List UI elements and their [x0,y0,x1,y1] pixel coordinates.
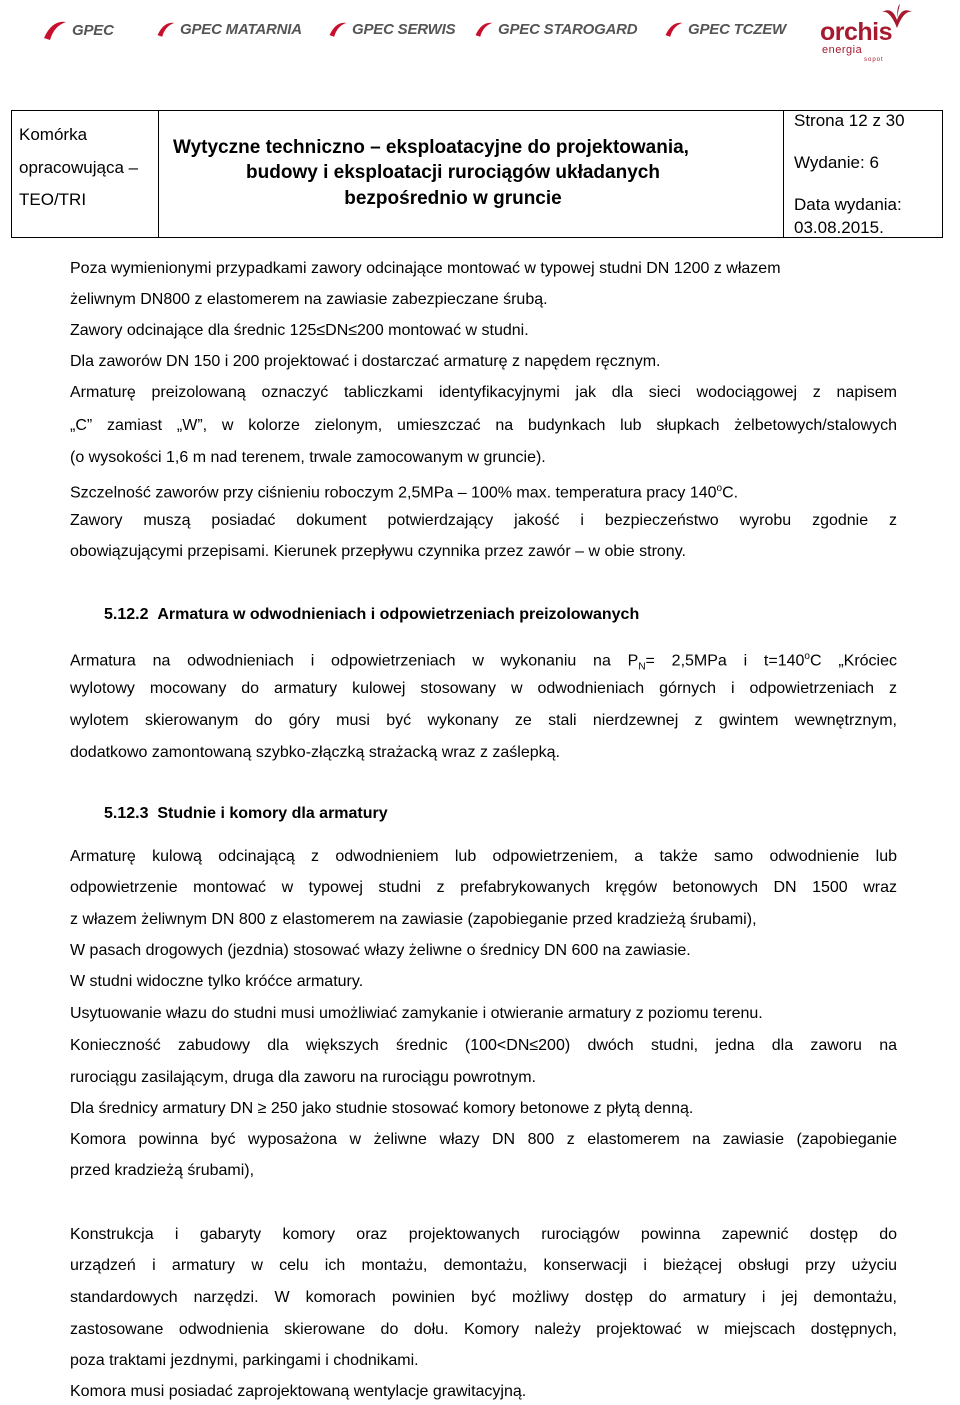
section-title: Studnie i komory dla armatury [157,805,388,822]
text-line: Konieczność zabudowy dla większych średnic (100<DN≤200) dwóch studni, jedna dla zaworu na [70,1037,897,1054]
text-line: (o wysokości 1,6 m nad terenem, trwale zamocowanym w gruncie). [70,449,546,466]
logo-label: GPEC STAROGARD [498,20,638,38]
text-segment: Szczelność zaworów przy ciśnieniu roboczym 2,5MPa – 100% max. temperatura pracy 140 [70,484,717,502]
text-line: wylotowy mocowany do armatury kulowej stosowany w odwodnieniach górnych i odpowietrzeniach z [70,680,897,697]
orchis-city: sopot [864,57,884,63]
text-line: urządzeń i armatury w celu ich montażu, demontażu, konserwacji i bieżącej obsługi przy użyciu [70,1257,897,1274]
edition: Wydanie: 6 [794,153,879,172]
text-line: Armaturę preizolowaną oznaczyć tabliczkami identyfikacyjnymi jak dla sieci wodociągowej z napisem [70,384,897,401]
document-header [11,110,943,238]
text-line: Armaturę kulową odcinającą z odwodnieniem lub odpowietrzeniem, a także samo odwodnienie lub [70,848,897,865]
text-line: z włazem żeliwnym DN 800 z elastomerem na zawiasie (zapobieganie przed kradzieżą śrubami), [70,911,757,928]
text-line: wylotem skierowanym do góry musi być wykonany ze stali nierdzewnej z gwintem wewnętrznym, [70,712,897,729]
gpec-logo [42,18,114,42]
text-segment: = 2,5MPa i t=140 [645,652,805,670]
section-number: 5.12.3 [104,805,149,822]
section-title: Armatura w odwodnieniach i odpowietrzeniach preizolowanych [157,606,640,623]
text-line: Konstrukcja i gabaryty komory oraz projektowanych rurociągów powinna zapewnić dostęp do [70,1226,897,1243]
text-line: dodatkowo zamontowaną szybko-złączką strażacką wraz z zaślepką. [70,744,560,761]
unit-line: Komórka [19,125,88,144]
text-line: Zawory odcinające dla średnic 125≤DN≤200 montować w studni. [70,322,529,339]
text-line: Komora musi posiadać zaprojektowaną wentylacje grawitacyjną. [70,1383,527,1400]
text-line: „C” zamiast „W”, w kolorze zielonym, umieszczać na budynkach lub słupkach żelbetowych/stalowych [70,417,897,434]
text-segment: C „Króciec [809,652,898,670]
text-line: W studni widoczne tylko króćce armatury. [70,973,364,990]
unit-line: opracowująca – [19,158,139,177]
orchis-sub: energia [822,44,863,56]
text-line: obowiązującymi przepisami. Kierunek przepływu czynnika przez zawór – w obie strony. [70,543,686,560]
degree-symbol: o [804,651,810,662]
gpec-starogard-logo [474,18,637,40]
logo-label: GPEC MATARNIA [180,20,302,38]
document-title-line: Wytyczne techniczno – eksploatacyjne do projektowania, [173,137,689,158]
logo-strip [0,0,960,66]
text-line: Komora powinna być wyposażona w żeliwne włazy DN 800 z elastomerem na zawiasie (zapobieganie [70,1131,897,1148]
gpec-tczew-logo [664,18,786,40]
text-line: Dla średnicy armatury DN ≥ 250 jako studnie stosować komory betonowe z płytą denną. [70,1100,694,1117]
text-line: standardowych narzędzi. W komorach powinien być możliwy dostęp do armatury i jej demontażu, [70,1289,897,1306]
text-line: Usytuowanie włazu do studni musi umożliwiać zamykanie i otwieranie armatury z poziomu terenu. [70,1005,763,1022]
logo-label: GPEC SERWIS [352,20,456,38]
section-heading-5-12-3 [104,804,388,824]
header-unit-cell [12,111,159,237]
date-label: Data wydania: [794,195,902,214]
header-meta-cell [784,111,942,237]
gpec-matarnia-logo [156,18,302,40]
text-line: przed kradzieżą śrubami), [70,1162,255,1179]
degree-symbol: o [716,483,723,494]
section-heading-5-12-2 [104,605,639,625]
page-number: Strona 12 z 30 [794,111,905,130]
text-segment: Armatura na odwodnieniach i odpowietrzeniach w wykonaniu na P [70,652,639,670]
orchis-name: orchis [820,18,893,46]
logo-label: GPEC [72,21,114,39]
text-line: W pasach drogowych (jezdnia) stosować włazy żeliwne o średnicy DN 600 na zawiasie. [70,942,691,959]
gpec-serwis-logo [328,18,455,40]
text-line [70,479,738,503]
text-line: rurociągu zasilającym, druga dla zaworu na rurociągu powrotnym. [70,1069,536,1086]
header-title-cell [159,111,784,237]
gpec-flame-icon [156,18,176,40]
text-line: zastosowane odwodnienia skierowane do dołu. Komory należy projektować w miejscach dostępnych, [70,1321,897,1338]
gpec-flame-icon [328,18,348,40]
unit-line: TEO/TRI [19,190,87,209]
text-line: Dla zaworów DN 150 i 200 projektować i dostarczać armaturę z napędem ręcznym. [70,353,661,370]
document-title-line: bezpośrednio w gruncie [344,188,562,209]
orchis-energia-logo [820,4,920,64]
issue-date: 03.08.2015. [794,218,884,237]
section-number: 5.12.2 [104,606,149,623]
gpec-flame-icon [42,18,68,42]
gpec-flame-icon [474,18,494,40]
gpec-flame-icon [664,18,684,40]
text-line: żeliwnym DN800 z elastomerem na zawiasie zabezpieczane śrubą. [70,291,548,308]
text-line: Poza wymienionymi przypadkami zawory odcinające montować w typowej studni DN 1200 z włazem [70,260,781,277]
subscript: N [638,661,646,673]
text-line [70,647,897,678]
document-title-line: budowy i eksploatacji rurociągów układanych [246,162,660,183]
text-line: Zawory muszą posiadać dokument potwierdzający jakość i bezpieczeństwo wyrobu zgodnie z [70,512,897,529]
logo-label: GPEC TCZEW [688,20,786,38]
text-line: poza traktami jezdnymi, parkingami i chodnikami. [70,1352,419,1369]
text-segment: C. [722,484,739,502]
text-line: odpowietrzenie montować w typowej studni z prefabrykowanych kręgów betonowych DN 1500 wraz [70,879,897,896]
